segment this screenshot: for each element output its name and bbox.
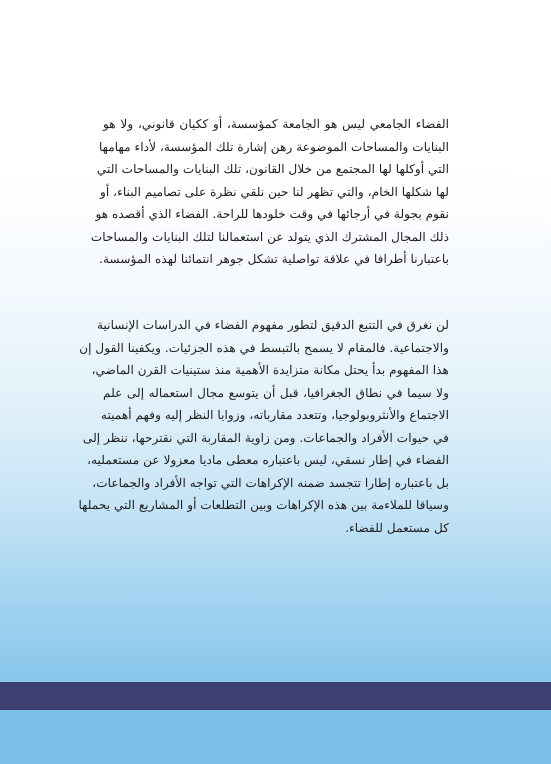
paragraph-line: التي أوكلها لها المجتمع من خلال القانون، تلك البنايات والمساحات التي bbox=[96, 162, 449, 176]
paragraph-line: لن نغرق في التتبع الدقيق لتطور مفهوم الفضاء في الدراسات الإنسانية bbox=[96, 318, 449, 332]
paragraph-line: والاجتماعية. فالمقام لا يسمح بالتبسط في هذه الجزئيات. ويكفينا القول إن bbox=[79, 340, 449, 355]
paragraph-line: وسياقا للملاءمة بين هذه الإكراهات وبين التطلعات أو المشاريع التي يحملها bbox=[78, 498, 449, 512]
paragraph-line: ذلك المجال المشترك الذي يتولد عن استعمالنا لتلك البنايات والمساحات bbox=[90, 229, 449, 244]
paragraph-line: بل باعتباره إطارا تتجسد ضمنه الإكراهات التي تواجه الأفراد والجماعات، bbox=[92, 475, 449, 490]
paragraph-line: نقوم بجولة في أرجائها في وقت خلودها للراحة. الفضاء الذي أقصده هو bbox=[95, 207, 449, 221]
paragraph-2 bbox=[78, 314, 449, 539]
footer-band bbox=[0, 682, 551, 710]
footer-strip bbox=[0, 710, 551, 764]
paragraph-line: باعتبارنا أطرافا في علاقة تواصلية تشكل جوهر انتمائنا لهذه المؤسسة. bbox=[99, 252, 449, 266]
paragraph-line: هذا المفهوم بدأ يحتل مكانة متزايدة الأهمية منذ ستينيات القرن الماضي، bbox=[91, 363, 449, 377]
paragraph-line: كل مستعمل للفضاء. bbox=[345, 520, 449, 535]
paragraph-line: الاجتماع والأنثروبولوجيا، وتتعدد مقارباته، وزوايا النظر إليه وفهم أهميته bbox=[100, 408, 449, 422]
paragraph-line: لها شكلها الخام، والتي تظهر لنا حين نلقي نظرة على تصاميم البناء، أو bbox=[100, 184, 449, 199]
paragraph-line: الفضاء الجامعي ليس هو الجامعة كمؤسسة، أو ككيان قانوني، ولا هو bbox=[103, 117, 449, 131]
paragraph-1 bbox=[90, 113, 449, 271]
paragraph-line: الفضاء في إطار نسقي، ليس باعتباره معطى ماديا معزولا عن مستعمليه، bbox=[87, 453, 449, 467]
paragraph-line: في حيوات الأفراد والجماعات. ومن زاوية المقاربة التي نقترحها، ننظر إلى bbox=[82, 430, 449, 445]
paragraph-line: ولا سيما في نطاق الجغرافيا، قبل أن يتوسع مجال استعماله إلى علم bbox=[103, 385, 449, 400]
paragraph-line: البنايات والمساحات الموضوعة رهن إشارة تلك المؤسسة، لأداء مهامها bbox=[98, 139, 449, 154]
